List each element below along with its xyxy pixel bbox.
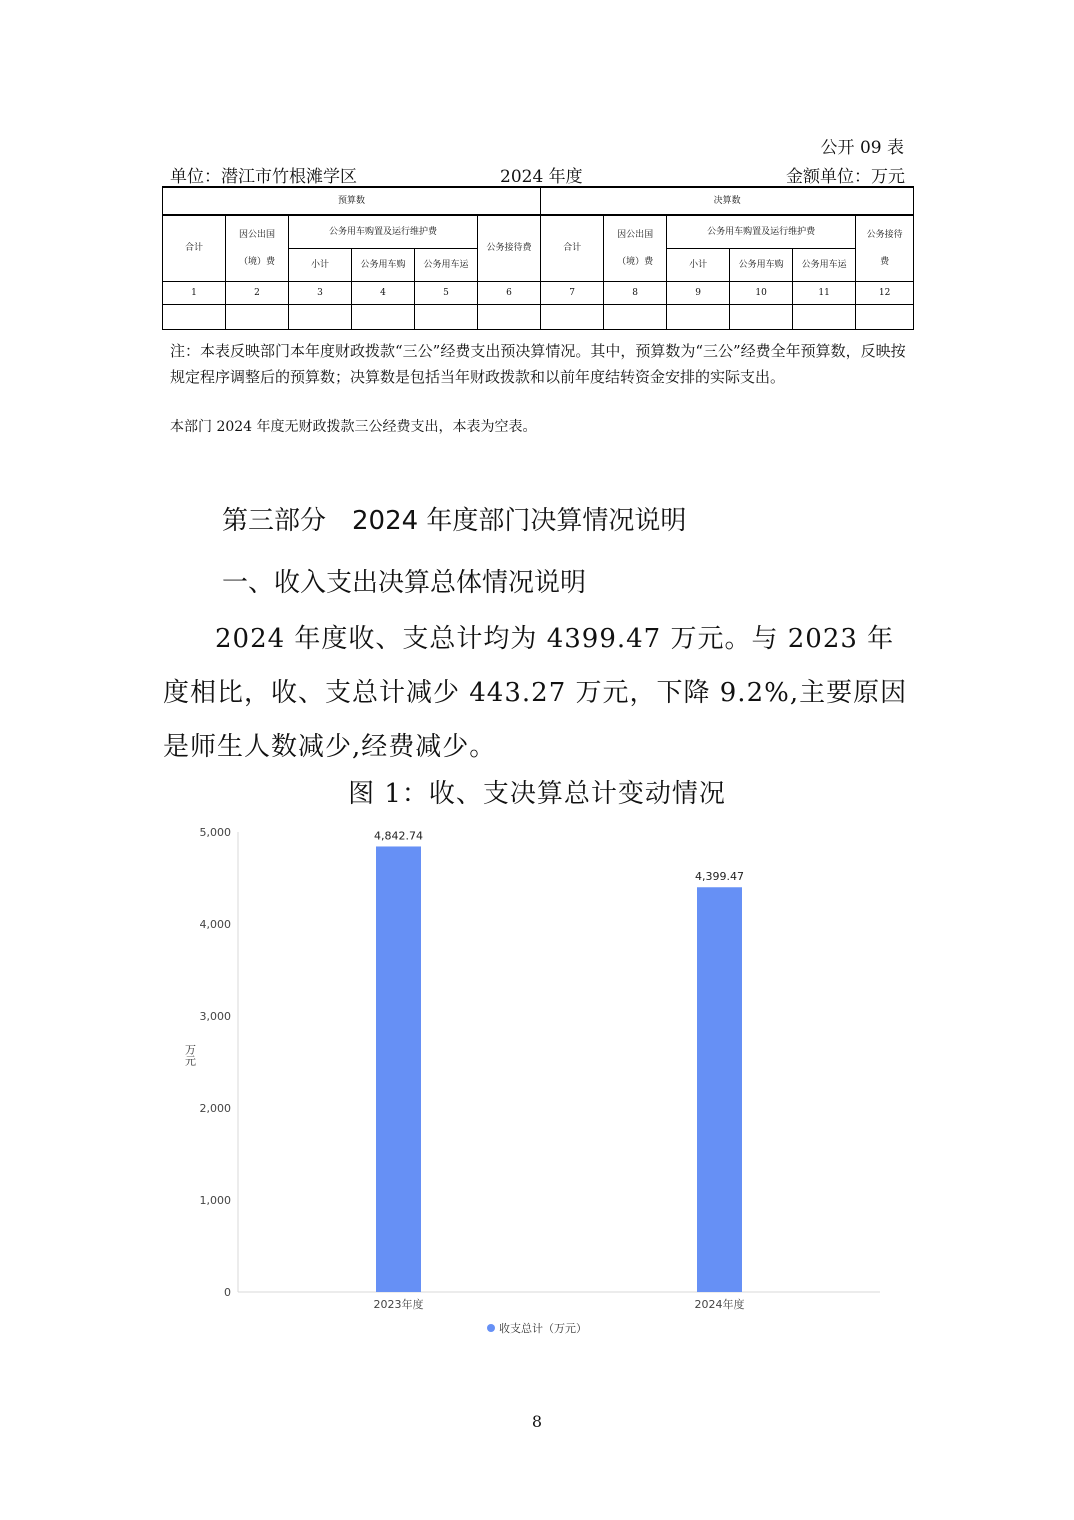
y-tick-label: 4,000 [199, 918, 231, 931]
table-empty-note: 本部门 2024 年度无财政拨款三公经费支出，本表为空表。 [170, 419, 537, 435]
col-number: 5 [415, 282, 478, 305]
paragraph-text: 2024 年度收、支总计均为 4399.47 万元。与 2023 年度相比，收、支总计减少 443.27 万元，下降 9.2%,主要原因是师生人数减少,经费减少。 [163, 624, 908, 762]
bar [697, 887, 742, 1292]
data-label: 4,399.47 [695, 870, 744, 884]
y-tick-label: 0 [224, 1286, 231, 1299]
final-abroad-header [604, 215, 667, 282]
col-number: 1 [163, 282, 226, 305]
budget-reception-header: 公务接待费 [478, 215, 541, 282]
empty-cell [226, 305, 289, 330]
col-number: 12 [856, 282, 914, 305]
y-tick-label: 5,000 [199, 826, 231, 839]
col-number: 2 [226, 282, 289, 305]
page-number: 8 [531, 1412, 543, 1431]
y-tick-label: 3,000 [199, 1010, 231, 1023]
part-heading: 第三部分 2024 年度部门决算情况说明 [222, 506, 687, 536]
budget-group-header: 预算数 [163, 187, 541, 215]
empty-cell [163, 305, 226, 330]
unit-label: 单位：潜江市竹根滩学区 [170, 167, 357, 187]
empty-cell [478, 305, 541, 330]
year-label: 2024 年度 [500, 167, 583, 187]
col-number: 10 [730, 282, 793, 305]
empty-cell [730, 305, 793, 330]
budget-abroad-line1: 因公出国 [238, 229, 275, 240]
budget-abroad-header [226, 215, 289, 282]
budget-vehicle-purchase-header: 公务用车购 [352, 249, 415, 282]
budget-abroad-line2: （境）费 [238, 256, 275, 267]
empty-cell [415, 305, 478, 330]
col-number: 9 [667, 282, 730, 305]
col-number: 7 [541, 282, 604, 305]
final-subtotal-header: 小计 [667, 249, 730, 282]
empty-cell [793, 305, 856, 330]
final-vehicle-operation-header: 公务用车运 [793, 249, 856, 282]
budget-vehicle-group-header: 公务用车购置及运行维护费 [289, 215, 478, 249]
three-public-expenses-table [162, 186, 914, 330]
final-abroad-line2: （境）费 [617, 256, 654, 267]
final-reception-line2: 费 [880, 256, 890, 267]
empty-cell [352, 305, 415, 330]
budget-subtotal-header: 小计 [289, 249, 352, 282]
budget-vehicle-operation-header: 公务用车运 [415, 249, 478, 282]
bar [376, 846, 421, 1292]
final-reception-line1: 公务接待 [866, 229, 903, 240]
y-axis-label: 万元 [183, 1044, 197, 1066]
final-total-header: 合计 [541, 215, 604, 282]
y-tick-label: 1,000 [199, 1194, 231, 1207]
empty-cell [856, 305, 914, 330]
col-number: 8 [604, 282, 667, 305]
col-number: 6 [478, 282, 541, 305]
legend [487, 1321, 587, 1335]
final-vehicle-purchase-header: 公务用车购 [730, 249, 793, 282]
empty-cell [289, 305, 352, 330]
final-vehicle-group-header: 公务用车购置及运行维护费 [667, 215, 856, 249]
table-note: 注：本表反映部门本年度财政拨款“三公”经费支出预决算情况。其中，预算数为“三公”经费全年预算数，反映按规定程序调整后的预算数；决算数是包括当年财政拨款和以前年度结转资金安排的实际支出。 [170, 342, 906, 386]
table-header [170, 162, 905, 186]
final-reception-header [856, 215, 914, 282]
y-tick-label: 2,000 [199, 1102, 231, 1115]
final-group-header: 决算数 [541, 187, 914, 215]
table-code: 公开 09 表 [820, 138, 904, 158]
col-number: 3 [289, 282, 352, 305]
empty-cell [541, 305, 604, 330]
empty-cell [667, 305, 730, 330]
chart-bars [374, 829, 745, 1311]
legend-label: 收支总计（万元） [499, 1322, 587, 1335]
figure-title: 图 1：收、支决算总计变动情况 [348, 779, 726, 809]
x-tick-label: 2023年度 [373, 1298, 424, 1311]
final-abroad-line1: 因公出国 [617, 229, 654, 240]
amount-unit-label: 金额单位：万元 [786, 167, 905, 187]
body-paragraph [163, 612, 913, 774]
data-label: 4,842.74 [374, 829, 423, 843]
col-number: 4 [352, 282, 415, 305]
section-heading: 一、收入支出决算总体情况说明 [222, 568, 587, 598]
col-number: 11 [793, 282, 856, 305]
empty-cell [604, 305, 667, 330]
x-tick-label: 2024年度 [694, 1298, 745, 1311]
legend-swatch [487, 1324, 495, 1332]
budget-total-header: 合计 [163, 215, 226, 282]
chart-axes [200, 826, 881, 1299]
